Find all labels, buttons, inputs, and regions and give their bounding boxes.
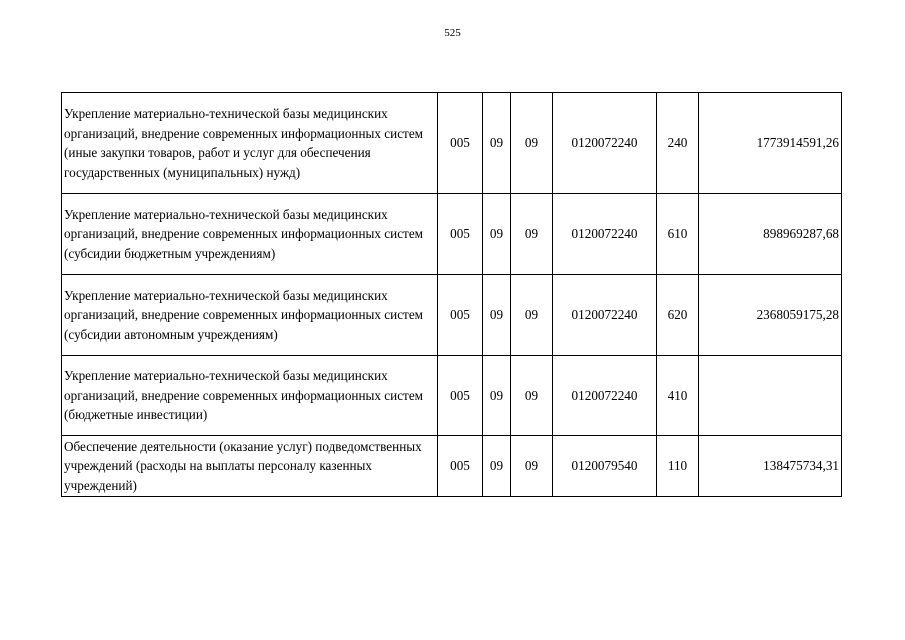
grbs-code: 005 (438, 356, 483, 436)
target-article-code: 0120079540 (553, 436, 657, 497)
section-code: 09 (483, 194, 511, 275)
expense-type-code: 410 (657, 356, 699, 436)
subsection-code: 09 (511, 93, 553, 194)
budget-table (61, 92, 842, 497)
target-article-code: 0120072240 (553, 275, 657, 356)
subsection-code: 09 (511, 436, 553, 497)
subsection-code: 09 (511, 356, 553, 436)
section-code: 09 (483, 93, 511, 194)
subsection-code: 09 (511, 194, 553, 275)
subsection-code: 09 (511, 275, 553, 356)
expense-description: Укрепление материально-технической базы медицинских организаций, внедрение современных информационных систем (иные закупки товаров, работ и услуг для обеспечения государственных (муниципальных) нужд) (62, 93, 438, 194)
expense-description: Укрепление материально-технической базы медицинских организаций, внедрение современных информационных систем (субсидии автономным учреждениям) (62, 275, 438, 356)
grbs-code: 005 (438, 436, 483, 497)
table-row (62, 194, 842, 275)
amount (699, 356, 842, 436)
amount: 898969287,68 (699, 194, 842, 275)
expense-description: Укрепление материально-технической базы медицинских организаций, внедрение современных информационных систем (бюджетные инвестиции) (62, 356, 438, 436)
expense-description: Обеспечение деятельности (оказание услуг) подведомственных учреждений (расходы на выплаты персоналу казенных учреждений) (62, 436, 438, 497)
amount: 2368059175,28 (699, 275, 842, 356)
section-code: 09 (483, 275, 511, 356)
table-row (62, 275, 842, 356)
table-row (62, 436, 842, 497)
grbs-code: 005 (438, 275, 483, 356)
table-row (62, 356, 842, 436)
expense-type-code: 240 (657, 93, 699, 194)
target-article-code: 0120072240 (553, 194, 657, 275)
amount: 1773914591,26 (699, 93, 842, 194)
expense-description: Укрепление материально-технической базы медицинских организаций, внедрение современных информационных систем (субсидии бюджетным учреждениям) (62, 194, 438, 275)
expense-type-code: 610 (657, 194, 699, 275)
amount: 138475734,31 (699, 436, 842, 497)
section-code: 09 (483, 436, 511, 497)
target-article-code: 0120072240 (553, 93, 657, 194)
section-code: 09 (483, 356, 511, 436)
expense-type-code: 110 (657, 436, 699, 497)
page-number: 525 (444, 27, 461, 39)
expense-type-code: 620 (657, 275, 699, 356)
target-article-code: 0120072240 (553, 356, 657, 436)
grbs-code: 005 (438, 194, 483, 275)
table-row (62, 93, 842, 194)
grbs-code: 005 (438, 93, 483, 194)
